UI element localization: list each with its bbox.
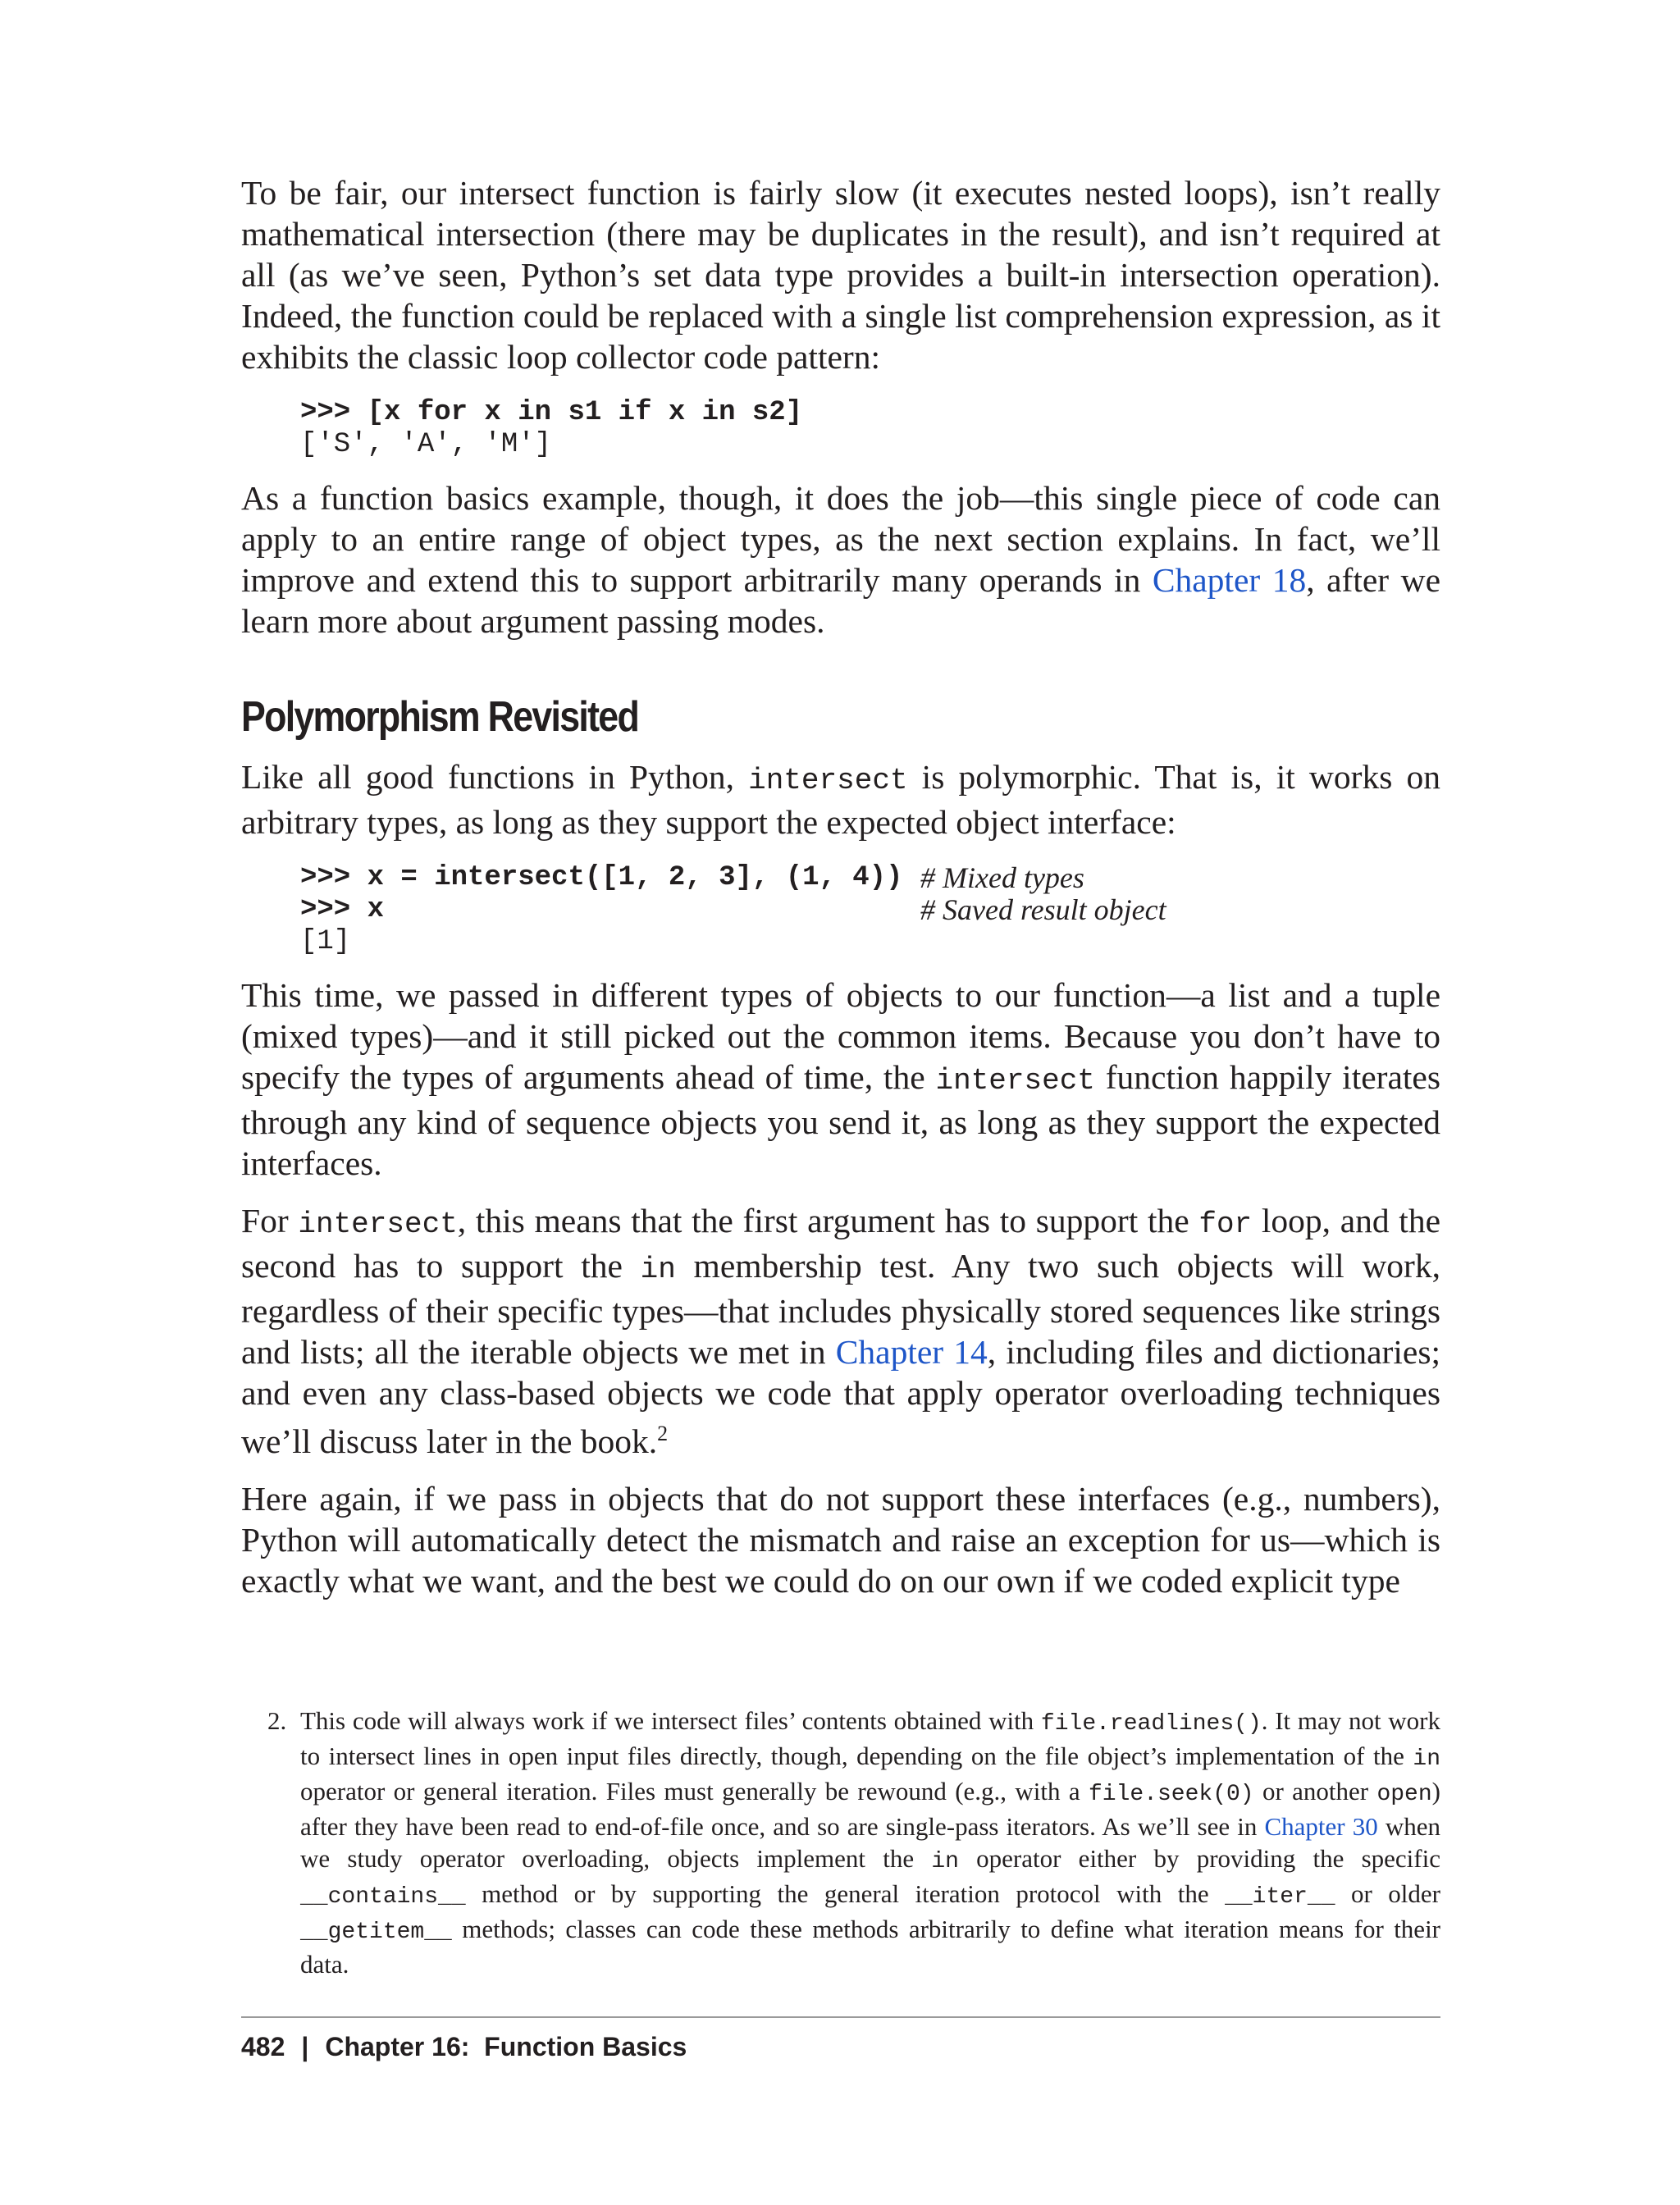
- paragraph-text: This time, we passed in different types of objects to our function—a list and a tuple (mixed types)—and it still picked out the common items. Because you don’t have to specify the types of arguments ahead of time, the: [241, 976, 1440, 1096]
- footnote-segment: or older: [1335, 1879, 1440, 1908]
- footnote-segment: . It may not work to intersect lines in open input files directly, though, depending on the file object’s implementation of the: [300, 1706, 1440, 1770]
- footer-chapter-title: Chapter 16: Function Basics: [325, 2032, 687, 2061]
- paragraph-mixed-types: [241, 975, 1440, 1184]
- inline-code: file.readlines(): [1040, 1711, 1262, 1737]
- inline-code: __getitem__: [300, 1920, 452, 1945]
- inline-code: in: [640, 1253, 676, 1286]
- paragraph-text: For: [241, 1202, 299, 1239]
- chapter-14-link[interactable]: Chapter 14: [835, 1333, 988, 1371]
- code-block-list-comprehension: [300, 397, 1440, 461]
- footnote-text: [300, 1705, 1440, 1980]
- code-input: >>> x = intersect([1, 2, 3], (1, 4)): [300, 862, 903, 893]
- footnote-segment: when we study operator overloading, objects implement the: [300, 1812, 1440, 1873]
- paragraph-text: Like all good functions in Python,: [241, 758, 749, 796]
- code-block-intersect: [300, 862, 1440, 958]
- page-content: [241, 172, 1440, 1601]
- inline-code: intersect: [748, 764, 908, 797]
- paragraph-interfaces: [241, 1200, 1440, 1462]
- inline-code: intersect: [298, 1208, 458, 1241]
- paragraph-text: function happily iterates through any kind of sequence objects you send it, as long as they support the expected interfaces.: [241, 1058, 1440, 1182]
- inline-code: __contains__: [300, 1884, 466, 1910]
- code-line-input: >>> [x for x in s1 if x in s2]: [300, 397, 803, 428]
- inline-code: for: [1198, 1208, 1253, 1241]
- paragraph-text: As a function basics example, though, it does the job—this single piece of code can apply to an entire range of object types, as the next section explains. In fact, we’ll improve and extend this to support arbitrarily many operands in: [241, 479, 1440, 599]
- paragraph-intro: To be fair, our intersect function is fairly slow (it executes nested loops), isn’t really mathematical intersection (there may be duplicates in the result), and isn’t required at all (as we’ve seen, Python’s set data type provides a built-in intersection operation). Indeed, the function could be replaced with a single list comprehension expression, as it exhibits the classic loop collector code pattern:: [241, 174, 1440, 376]
- page-number: 482: [241, 2032, 285, 2061]
- footnote-segment: method or by supporting the general iteration protocol with the: [465, 1879, 1226, 1908]
- footer-separator: |: [301, 2032, 309, 2061]
- code-line-output: [1]: [300, 926, 351, 957]
- inline-code: intersect: [935, 1064, 1095, 1098]
- footnote-segment: operator or general iteration. Files must generally be rewound (e.g., with a: [300, 1777, 1089, 1806]
- paragraph-text: loop, and the second has to support the: [241, 1202, 1441, 1285]
- code-input: >>> x: [300, 894, 385, 925]
- footnote: [241, 1705, 1440, 1980]
- chapter-30-link[interactable]: Chapter 30: [1264, 1812, 1378, 1841]
- footnote-segment: operator either by providing the specific: [958, 1844, 1440, 1873]
- code-comment: # Saved result object: [920, 893, 1166, 926]
- paragraph-function-basics: [241, 477, 1440, 641]
- footnote-segment: methods; classes can code these methods arbitrarily to define what iteration means for their data.: [300, 1915, 1440, 1979]
- section-heading: Polymorphism Revisited: [241, 693, 639, 741]
- paragraph-text: , after we learn more about argument passing modes.: [241, 561, 1440, 640]
- footnote-marker[interactable]: 2: [657, 1422, 669, 1445]
- inline-code: in: [931, 1849, 959, 1874]
- paragraph-polymorphic: [241, 756, 1440, 842]
- paragraph-text: membership test. Any two such objects will work, regardless of their specific types—that includes physically stored sequences like strings and lists; all the iterable objects we met in: [241, 1247, 1440, 1371]
- code-comment: # Mixed types: [920, 861, 1084, 894]
- paragraph-text: , including files and dictionaries; and even any class-based objects we code that apply operator overloading techniques we’ll discuss later in the book.: [241, 1333, 1440, 1460]
- footnote-number: 2.: [267, 1706, 287, 1735]
- page-footer: [241, 2030, 687, 2063]
- code-line: [300, 894, 1440, 926]
- inline-code: in: [1413, 1746, 1440, 1772]
- footer-divider: [241, 2016, 1440, 2018]
- paragraph-mismatch: Here again, if we pass in objects that do not support these interfaces (e.g., numbers), Python will automatically detect the mismatch and raise an exception for us—which is exactly what we want, and the best we could do on our own if we coded explicit type: [241, 1479, 1440, 1600]
- code-line: [300, 862, 1440, 894]
- inline-code: __iter__: [1225, 1884, 1335, 1910]
- footnote-segment: or another: [1253, 1777, 1377, 1806]
- inline-code: file.seek(0): [1088, 1782, 1254, 1807]
- footnote-segment: This code will always work if we intersect files’ contents obtained with: [300, 1706, 1041, 1735]
- code-line-output: ['S', 'A', 'M']: [300, 429, 552, 460]
- footnote-segment: ) after they have been read to end-of-file once, and so are single-pass iterators. As we’ll see in: [300, 1777, 1440, 1841]
- chapter-18-link[interactable]: Chapter 18: [1152, 561, 1307, 599]
- paragraph-text: , this means that the first argument has to support the: [457, 1202, 1199, 1239]
- inline-code: open: [1376, 1782, 1432, 1807]
- paragraph-text: is polymorphic. That is, it works on arbitrary types, as long as they support the expected object interface:: [241, 758, 1440, 841]
